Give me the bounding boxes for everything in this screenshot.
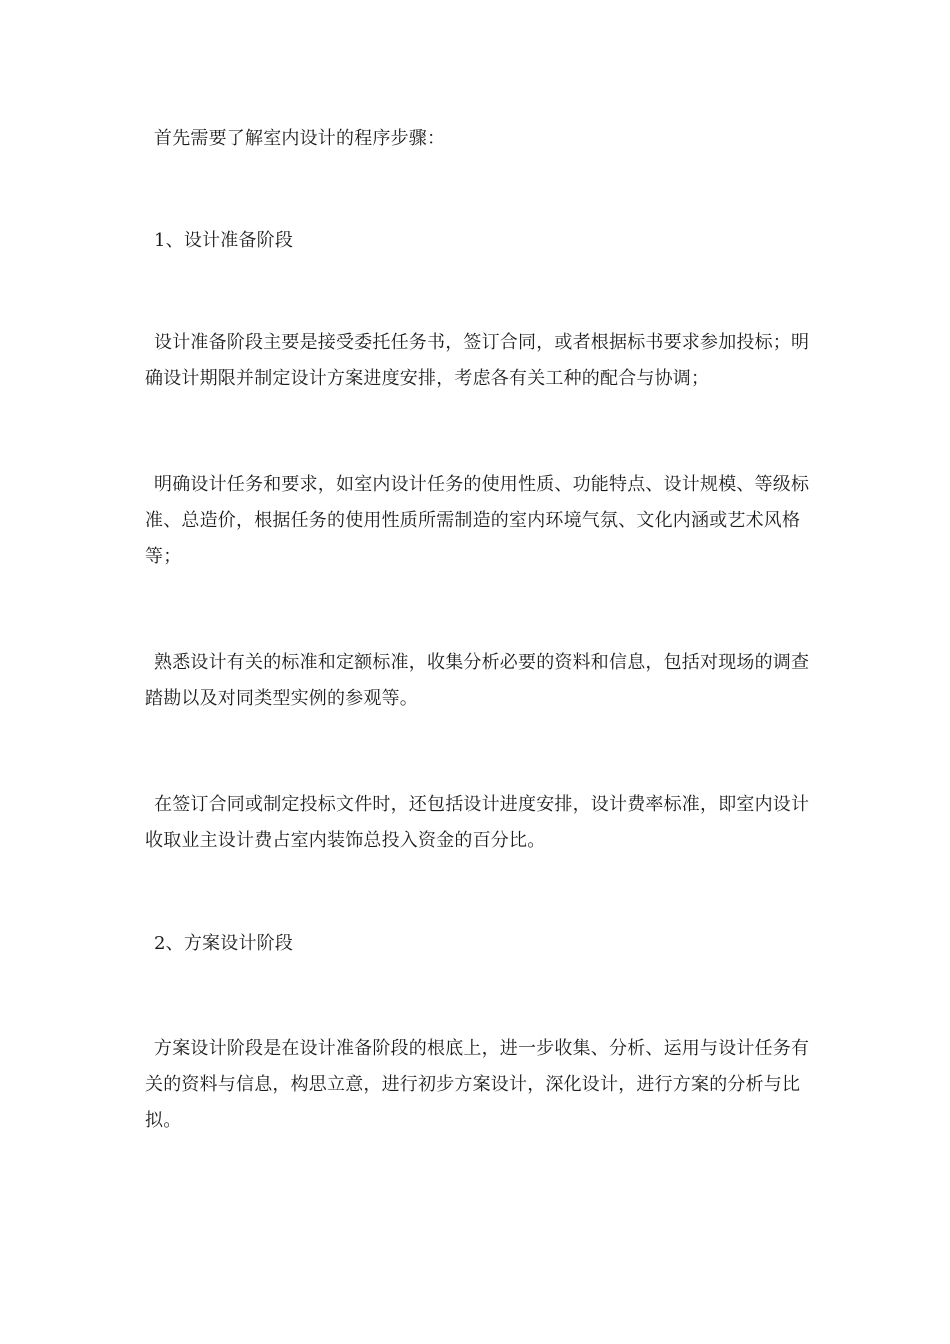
paragraph-design-prep-3: 熟悉设计有关的标准和定额标准，收集分析必要的资料和信息，包括对现场的调查踏勘以及对同类型实例的参观等。 — [145, 652, 810, 709]
paragraph-design-prep-1: 设计准备阶段主要是接受委托任务书，签订合同，或者根据标书要求参加投标；明确设计期限并制定设计方案进度安排，考虑各有关工种的配合与协调； — [145, 332, 810, 389]
paragraph-design-prep-4: 在签订合同或制定投标文件时，还包括设计进度安排，设计费率标准，即室内设计收取业主设计费占室内装饰总投入资金的百分比。 — [145, 794, 810, 851]
section-1-heading: 1、设计准备阶段 — [154, 230, 294, 251]
paragraph-scheme-design-1: 方案设计阶段是在设计准备阶段的根底上，进一步收集、分析、运用与设计任务有关的资料与信息，构思立意，进行初步方案设计，深化设计，进行方案的分析与比拟。 — [145, 1038, 810, 1131]
intro-text: 首先需要了解室内设计的程序步骤： — [154, 128, 446, 149]
paragraph-design-prep-2: 明确设计任务和要求，如室内设计任务的使用性质、功能特点、设计规模、等级标准、总造价，根据任务的使用性质所需制造的室内环境气氛、文化内涵或艺术风格等； — [145, 474, 810, 567]
section-2-heading: 2、方案设计阶段 — [154, 933, 294, 954]
